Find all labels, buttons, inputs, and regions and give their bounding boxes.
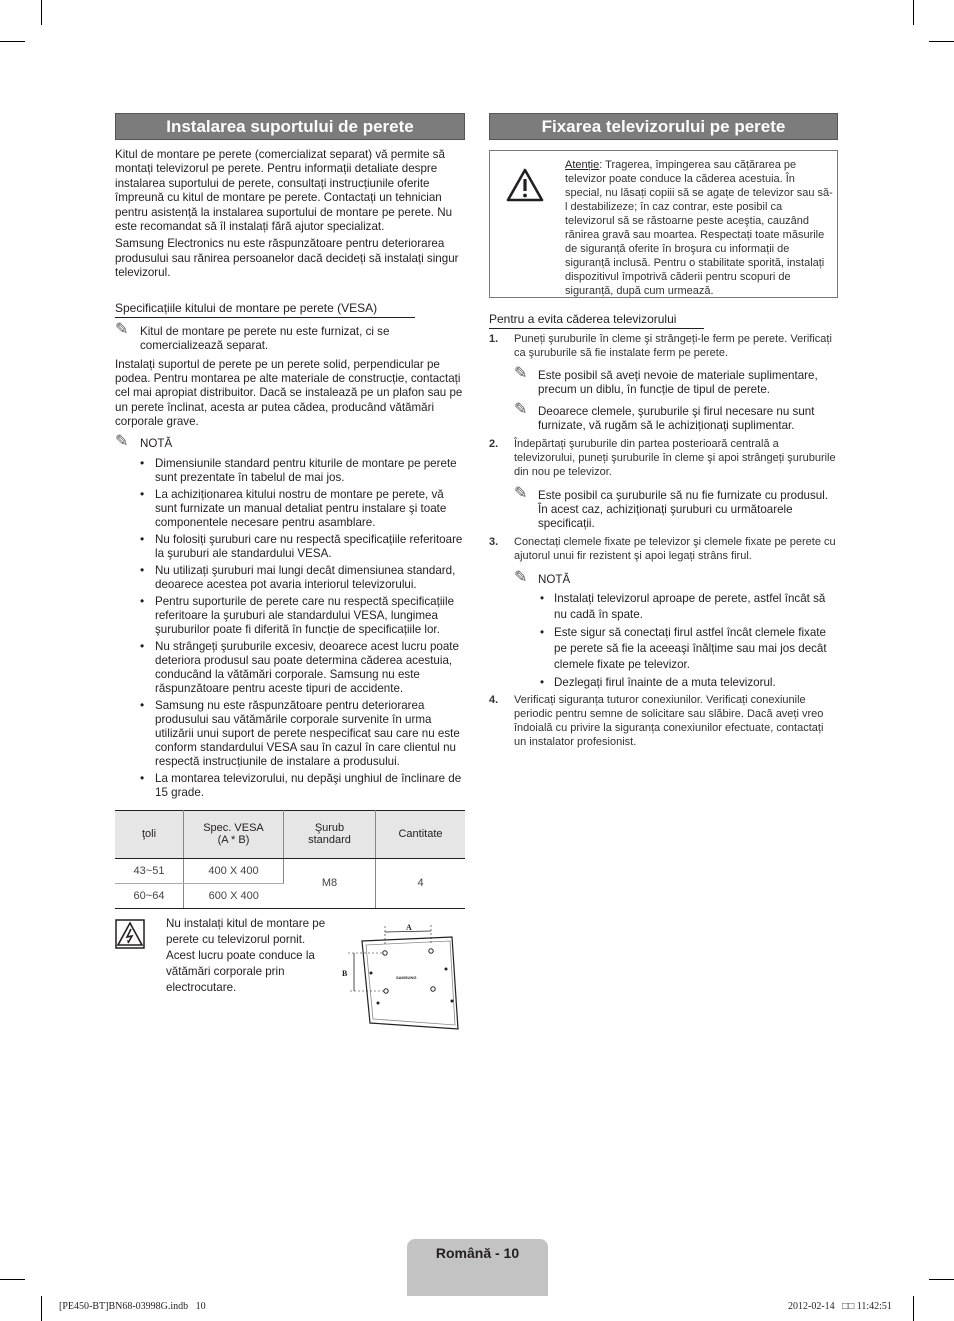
section-title-wall-mount: Instalarea suportului de perete	[115, 113, 465, 140]
install-paragraph: Instalați suportul de perete pe un perete solid, perpendicular pe podea. Pentru montarea pe alte materiale de construcție, contactați cel mai apropiat distribuitor. Dacă se instalează pe un plafon sau pe un perete înclinat, acesta ar putea cădea, producând vătămări corporale grave.	[115, 357, 463, 429]
list-item: • Nu utilizați şuruburi mai lungi decât dimensiunea standard, deoarece acestea pot avaria interiorul televizorului.	[140, 562, 456, 591]
crop-mark	[913, 0, 914, 25]
prevent-fall-heading: Pentru a evita căderea televizorului	[489, 312, 704, 329]
table-cell: 43~51	[115, 858, 184, 883]
vesa-spec-table	[115, 810, 465, 909]
warning-text: Nu instalați kitul de montare pe perete cu televizorul pornit. Acest lucru poate conduce la vătămări corporale prin electrocutare.	[166, 916, 326, 994]
caution-box	[489, 150, 838, 298]
crop-mark	[41, 0, 42, 25]
list-item: • La montarea televizorului, nu depăşi unghiul de înclinare de 15 grade.	[140, 770, 462, 799]
list-item: • Samsung nu este răspunzătoare pentru deteriorarea produsului sau vătămările corporale survenite în urma utilizării unui suport de perete nespecificat sau care nu este conform standardului VESA sau în cazul în care clientul nu respectă instrucțiunile de instalare a produsului.	[140, 697, 460, 768]
list-item: • Nu strângeți şuruburile excesiv, deoarece acest lucru poate deteriora produsul sau poate determina căderea acestuia, conducând la vătămări corporale. Samsung nu este răspunzătoare pentru aceste tipuri de accidente.	[140, 638, 459, 695]
crop-mark	[929, 1279, 954, 1280]
caution-warning-icon	[505, 167, 545, 203]
diagram-label-a: A	[406, 922, 412, 932]
step-1: 1. Puneți şuruburile în cleme şi strângeți-le ferm pe perete. Verificați ca şuruburile să fie instalate ferm pe perete.	[489, 333, 832, 359]
crop-mark	[0, 1279, 25, 1280]
step-2: 2. Îndepărtați şuruburile din partea posterioară centrală a televizorului, puneți şuruburile în cleme şi apoi strângeți şuruburile din nou pe televizor.	[489, 438, 836, 478]
pencil-icon: ✎	[115, 320, 129, 338]
caution-text: Atenție: Tragerea, împingerea sau cățărarea pe televizor poate conduce la căderea acestuia. În special, nu lăsați copiii să se agațe de televizor sau să-l destabilizeze; în caz contrar, este posibil ca televizorul să se răstoarne peste aceştia, cauzând rănirea gravă sau moartea. Respectați toate măsurile de siguranță oferite în broşura cu informații de siguranță inclusă. Pentru o stabilitate sporită, instalați dispozitivul împotrivă căderii pentru scopuri de siguranță, după cum urmează.	[565, 159, 833, 297]
page-number-tab	[407, 1239, 548, 1296]
table-cell-qty: 4	[376, 858, 466, 908]
vesa-note-text: Kitul de montare pe perete nu este furnizat, ci se comercializează separat.	[140, 324, 390, 352]
list-item: • Pentru suporturile de perete care nu respectă specificațiile referitoare la şuruburi ale standardului VESA, lungimea şuruburilor poate fi diferită în funcție de specificațiile lor.	[140, 593, 455, 636]
pencil-icon: ✎	[514, 569, 528, 586]
header-quantity: Cantitate	[376, 810, 466, 858]
table-cell: 400 X 400	[184, 858, 284, 883]
table-cell: 60~64	[115, 883, 184, 908]
list-item: • Instalați televizorul aproape de perete, astfel încât să nu cadă în spate.	[540, 592, 826, 621]
list-item: • Dimensiunile standard pentru kiturile de montare pe perete sunt prezentate în tabelul de mai jos.	[140, 455, 457, 484]
vesa-bullet-list	[115, 457, 465, 800]
pencil-icon: ✎	[514, 365, 528, 382]
table-cell-screw: M8	[284, 858, 376, 908]
vesa-note	[115, 320, 465, 353]
crop-mark	[913, 1296, 914, 1321]
diagram-label-b: B	[342, 968, 348, 978]
step-1-note-2: ✎ Deoarece clemele, şuruburile şi firul necesare nu sunt furnizate, vă rugăm să le achiziționați suplimentar.	[514, 401, 815, 432]
electrocution-warning	[115, 915, 465, 1035]
step-1-note-1: ✎ Este posibil să aveți nevoie de materiale suplimentare, precum un diblu, în funcție de tipul de perete.	[514, 365, 818, 396]
header-vesa: Spec. VESA (A * B)	[184, 810, 284, 858]
pencil-icon: ✎	[514, 401, 528, 418]
header-inches: ţoli	[115, 810, 184, 858]
crop-mark	[41, 1296, 42, 1321]
list-item: • Este sigur să conectați firul astfel încât clemele fixate pe perete să fie la aceeaşi înălțime sau mai jos decât clemele fixate pe televizor.	[540, 626, 827, 671]
list-item: • Dezlegați firul înainte de a muta televizorul.	[540, 676, 776, 689]
high-voltage-warning-icon	[115, 919, 145, 949]
print-slug-right: 2012-02-14 □□ 11:42:51	[788, 1301, 892, 1312]
crop-mark	[0, 41, 25, 42]
pencil-icon: ✎	[115, 432, 129, 450]
note-heading	[115, 432, 465, 451]
pencil-icon: ✎	[514, 485, 528, 502]
disclaimer-paragraph: Samsung Electronics nu este răspunzătoare pentru deteriorarea produsului sau rănirea persoanelor dacă decideți să instalați singur televizorul.	[115, 237, 459, 280]
section-title-securing-tv: Fixarea televizorului pe perete	[489, 113, 838, 140]
table-header-row	[115, 810, 465, 858]
note-label: NOTĂ	[140, 436, 173, 450]
wall-mount-diagram	[340, 921, 460, 1031]
crop-mark	[929, 41, 954, 42]
list-item: • Nu folosiți şuruburi care nu respectă specificațiile referitoare la şuruburi ale standardului VESA.	[140, 531, 463, 560]
step-2-note: ✎ Este posibil ca şuruburile să nu fie furnizate cu produsul. În acest caz, achiziționați şuruburi cu următoarele specificații.	[514, 485, 829, 530]
table-cell: 600 X 400	[184, 883, 284, 908]
caution-label: Atenție	[565, 159, 600, 171]
table-row	[115, 858, 465, 883]
page-number: Română - 10	[435, 1245, 520, 1261]
header-screw: Şurub standard	[284, 810, 376, 858]
right-column	[489, 113, 838, 749]
intro-paragraph: Kitul de montare pe perete (comercializat separat) vă permite să montați televizorul pe perete. Pentru informații detaliate despre instalarea suportului de perete, consultați instrucțiunile oferite împreună cu kitul de montare pe perete. Contactați un tehnician pentru asistență la instalarea suportului de montare pe perete. Nu este recomandat să îl instalați fără ajutor specializat.	[115, 148, 453, 234]
step-4: 4. Verificați siguranța tuturor conexiunilor. Verificați conexiunile periodic pentru semne de solicitare sau slăbire. Dacă aveți vreo îndoială cu privire la siguranța conexiunilor efectuate, contactați un instalator profesionist.	[489, 694, 824, 748]
step-3-bullet-list	[489, 591, 838, 691]
print-slug-left: [PE450-BT]BN68-03998G.indb 10	[59, 1301, 206, 1312]
step-3: 3. Conectați clemele fixate pe televizor şi clemele fixate pe perete cu ajutorul unui fir rezistent şi apoi legați strâns firul.	[489, 536, 836, 562]
left-column	[115, 113, 465, 1035]
diagram-logo: SAMSUNG	[396, 974, 417, 980]
vesa-heading: Specificațiile kitului de montare pe perete (VESA)	[115, 301, 415, 318]
step-3-note-heading: ✎ NOTĂ	[514, 569, 571, 586]
list-item: • La achiziționarea kitului nostru de montare pe perete, vă sunt furnizate un manual detaliat pentru instalare şi toate componentele necesare pentru asamblare.	[140, 486, 447, 529]
